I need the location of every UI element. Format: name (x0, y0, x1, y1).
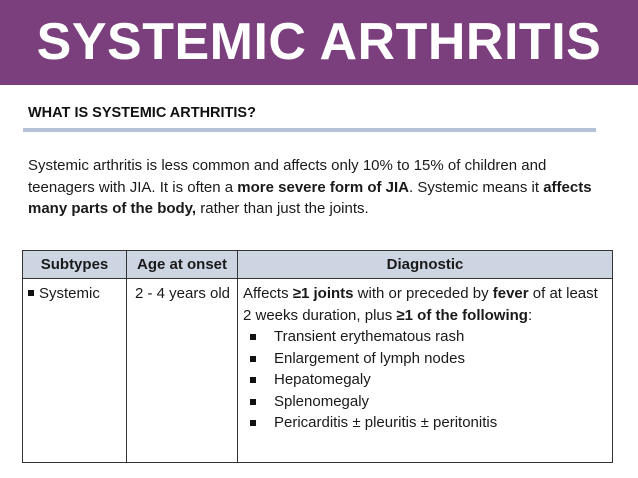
diagnostic-summary (243, 283, 608, 326)
bullet-icon (250, 377, 256, 383)
criteria-text: Splenomegaly (274, 392, 370, 410)
diag-text-2: with or preceded by (353, 285, 493, 302)
list-item (243, 348, 608, 370)
diag-bold-fever: fever (492, 285, 529, 302)
intro-paragraph (28, 155, 603, 220)
bullet-icon (28, 290, 34, 296)
bullet-icon (250, 420, 256, 426)
diag-text-4: : (527, 306, 533, 324)
diag-text-1: Affects (243, 285, 293, 302)
diag-bold-following: ≥1 of the following (396, 306, 528, 324)
section-heading: WHAT IS SYSTEMIC ARTHRITIS? (28, 105, 256, 121)
criteria-list (243, 326, 608, 434)
subtype-value: Systemic (39, 285, 100, 302)
diag-bold-joints: ≥1 joints (292, 285, 354, 302)
subtypes-table (22, 250, 613, 463)
header-subtypes: Subtypes (23, 251, 127, 279)
cell-diagnostic (238, 279, 613, 463)
bullet-icon (250, 356, 256, 362)
header-diagnostic: Diagnostic (238, 251, 613, 279)
header-age-at-onset: Age at onset (127, 251, 238, 279)
heading-divider (23, 128, 596, 132)
criteria-text: Pericarditis ± pleuritis ± peritonitis (274, 414, 498, 431)
bullet-icon (250, 399, 256, 405)
list-item (243, 369, 608, 391)
cell-subtype (23, 279, 127, 463)
title-banner (0, 0, 638, 85)
intro-text-3: rather than just the joints. (196, 200, 369, 217)
page-title: SYSTEMIC ARTHRITIS (36, 13, 602, 71)
cell-age: 2 - 4 years old (127, 279, 238, 463)
criteria-text: Enlargement of lymph nodes (274, 349, 465, 367)
intro-text-2: . Systemic means it (409, 178, 544, 196)
criteria-text: Hepatomegaly (274, 371, 371, 388)
table-row (23, 279, 613, 463)
criteria-text: Transient erythematous rash (274, 328, 465, 345)
list-item (243, 391, 608, 413)
diag-text-3: of at least 2 weeks duration, plus (243, 285, 598, 324)
intro-bold-2: affects many parts of the body, (28, 178, 592, 217)
list-item (243, 412, 608, 434)
intro-bold-1: more severe form of JIA (237, 178, 410, 196)
intro-text-1: Systemic arthritis is less common and affects only 10% to 15% of children and teenagers with JIA. It is often a (28, 157, 547, 196)
bullet-icon (250, 334, 256, 340)
list-item (243, 326, 608, 348)
table-header-row (23, 251, 613, 279)
